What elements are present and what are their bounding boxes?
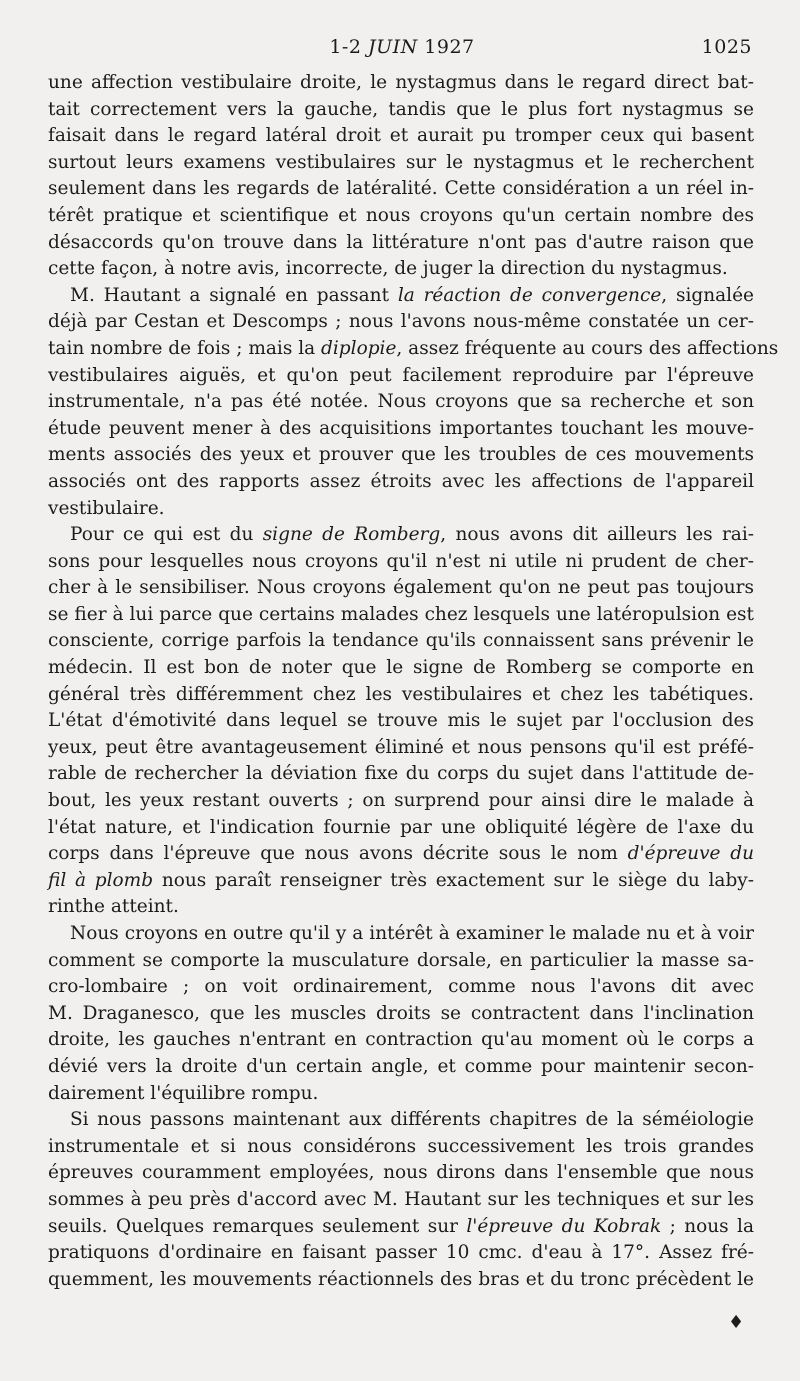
text-run: une affection vestibulaire droite, le nystagmus dans le regard direct bat- <box>48 72 754 93</box>
text-run: étude peuvent mener à des acquisitions importantes touchant les mouve- <box>48 417 754 439</box>
running-header <box>52 36 752 62</box>
text-line <box>48 70 754 97</box>
text-run: Pour ce qui est du <box>70 524 263 546</box>
paragraph <box>48 283 779 522</box>
text-line <box>48 123 754 150</box>
text-line <box>48 1187 754 1214</box>
text-run: ments associés des yeux et prouver que les troubles de ces mouvements <box>48 444 754 466</box>
text-run: l'état nature, et l'indication fournie par une obliquité légère de l'axe du <box>48 816 754 838</box>
text-run: quemment, les mouvements réactionnels des bras et du tronc précèdent le <box>48 1268 754 1290</box>
text-line <box>48 628 754 655</box>
text-line <box>48 336 779 363</box>
text-line <box>48 203 754 230</box>
italic-term: l'épreuve du Kobrak <box>466 1215 662 1237</box>
italic-term: fil à plomb <box>48 869 154 891</box>
text-run: instrumentale et si nous considérons successivement les trois grandes <box>48 1135 754 1157</box>
text-run: surtout leurs examens vestibulaires sur le nystagmus et le recherchent <box>48 151 754 173</box>
text-run: ; nous la <box>661 1215 754 1237</box>
text-line <box>48 788 754 815</box>
paragraph <box>48 921 754 1107</box>
paragraph <box>48 522 754 921</box>
paragraph <box>48 70 754 283</box>
paragraph <box>48 1107 754 1293</box>
text-run: nous paraît renseigner très exactement sur le siège du laby- <box>153 869 754 891</box>
text-line <box>48 868 754 895</box>
text-line <box>48 1267 754 1294</box>
italic-term: signe de Romberg <box>262 524 441 546</box>
text-run: L'état d'émotivité dans lequel se trouve mis le sujet par l'occlusion des <box>48 710 754 732</box>
text-line <box>48 1160 754 1187</box>
text-run: dairement l'équilibre rompu. <box>48 1082 319 1104</box>
italic-term: la réaction de convergence <box>397 284 662 306</box>
text-run: cher à le sensibiliser. Nous croyons également qu'on ne peut pas toujours <box>48 577 754 599</box>
text-line <box>48 841 754 868</box>
text-run: désaccords qu'on trouve dans la littérature n'ont pas d'autre raison que <box>48 231 754 253</box>
text-run: médecin. Il est bon de noter que le signe de Romberg se comporte en <box>48 657 754 679</box>
text-run: seulement dans les regards de latéralité. Cette considération a un réel in- <box>48 178 754 200</box>
text-run: cette façon, à notre avis, incorrecte, de juger la direction du nystagmus. <box>48 258 728 280</box>
text-line <box>48 309 754 336</box>
text-run: vestibulaire. <box>48 497 165 519</box>
text-line <box>48 1054 754 1081</box>
text-run: consciente, corrige parfois la tendance qu'ils connaissent sans prévenir le <box>48 630 754 652</box>
text-line <box>48 442 754 469</box>
text-line <box>48 389 754 416</box>
text-line <box>48 894 754 921</box>
text-run: , signalée <box>661 284 754 306</box>
text-line <box>48 283 754 310</box>
text-run: M. Hautant a signalé en passant <box>70 284 398 306</box>
text-run: droite, les gauches n'entrant en contraction qu'au moment où le corps a <box>48 1029 754 1051</box>
text-line <box>48 1107 754 1134</box>
text-run: vestibulaires aiguës, et qu'on peut facilement reproduire par l'épreuve <box>48 364 754 386</box>
text-run: associés ont des rapports assez étroits avec les affections de l'appareil <box>48 470 754 492</box>
text-line <box>48 1134 754 1161</box>
text-run: épreuves couramment employées, nous dirons dans l'ensemble que nous <box>48 1162 754 1184</box>
text-run: rable de rechercher la déviation fixe du corps du sujet dans l'attitude de- <box>48 763 754 785</box>
text-line <box>48 97 754 124</box>
text-line <box>48 549 754 576</box>
date-year: 1927 <box>424 36 475 58</box>
text-line <box>48 150 754 177</box>
page-number: 1025 <box>701 36 752 58</box>
text-run: térêt pratique et scientifique et nous croyons qu'un certain nombre des <box>48 204 754 226</box>
text-run: bout, les yeux restant ouverts ; on surprend pour ainsi dire le malade à <box>48 790 754 812</box>
italic-term: diplopie <box>321 337 397 359</box>
text-line <box>48 176 754 203</box>
date-prefix: 1-2 <box>329 36 362 58</box>
text-line <box>48 1081 754 1108</box>
text-line <box>48 1027 754 1054</box>
text-run: dévié vers la droite d'un certain angle, et comme pour maintenir secon- <box>48 1055 754 1077</box>
text-run: se fier à lui parce que certains malades chez lesquels une latéropulsion est <box>48 603 754 625</box>
text-run: seuils. Quelques remarques seulement sur <box>48 1215 467 1237</box>
text-line <box>48 921 754 948</box>
text-line <box>48 815 754 842</box>
text-line <box>48 682 754 709</box>
text-line <box>48 469 754 496</box>
issue-date <box>52 36 752 58</box>
footer-mark: ♦ <box>728 1312 745 1333</box>
text-run: Nous croyons en outre qu'il y a intérêt à examiner le malade nu et à voir <box>70 923 754 944</box>
text-line <box>48 708 754 735</box>
text-run: rinthe atteint. <box>48 896 179 918</box>
text-line <box>48 230 754 257</box>
text-run: pratiquons d'ordinaire en faisant passer 10 cmc. d'eau à 17°. Assez fré- <box>48 1242 754 1264</box>
text-run: sommes à peu près d'accord avec M. Hautant sur les techniques et sur les <box>48 1188 754 1210</box>
text-line <box>48 496 754 523</box>
text-line <box>48 416 754 443</box>
text-run: faisait dans le regard latéral droit et aurait pu tromper ceux qui basent <box>48 125 754 147</box>
text-run: sons pour lesquelles nous croyons qu'il n'est ni utile ni prudent de cher- <box>48 550 754 572</box>
text-run: M. Draganesco, que les muscles droits se contractent dans l'inclination <box>48 1002 754 1024</box>
text-line <box>48 363 754 390</box>
text-run: , assez fréquente au cours des affections <box>396 337 779 359</box>
text-run: corps dans l'épreuve que nous avons décrite sous le nom <box>48 843 628 865</box>
text-line <box>48 575 754 602</box>
text-run: comment se comporte la musculature dorsale, en particulier la masse sa- <box>48 949 754 971</box>
text-line <box>48 1240 754 1267</box>
text-line <box>48 735 754 762</box>
article-body <box>48 70 779 1293</box>
text-line <box>48 256 754 283</box>
text-run: cro-lombaire ; on voit ordinairement, comme nous l'avons dit avec <box>48 976 754 998</box>
text-line <box>48 522 754 549</box>
text-run: yeux, peut être avantageusement éliminé et nous pensons qu'il est préfé- <box>48 736 754 758</box>
text-run: Si nous passons maintenant aux différents chapitres de la séméiologie <box>70 1109 754 1131</box>
text-line <box>48 1001 754 1028</box>
italic-term: d'épreuve du <box>627 843 755 865</box>
text-line <box>48 974 754 1001</box>
text-line <box>48 948 754 975</box>
text-run: , nous avons dit ailleurs les rai- <box>440 524 754 546</box>
text-run: général très différemment chez les vestibulaires et chez les tabétiques. <box>48 683 754 705</box>
text-run: tait correctement vers la gauche, tandis que le plus fort nystagmus se <box>48 98 754 120</box>
date-month: JUIN <box>367 36 418 58</box>
text-run: tain nombre de fois ; mais la <box>48 337 322 359</box>
text-line <box>48 1214 754 1241</box>
text-run: instrumentale, n'a pas été notée. Nous croyons que sa recherche et son <box>48 391 754 413</box>
text-line <box>48 761 754 788</box>
text-line <box>48 655 754 682</box>
text-line <box>48 602 754 629</box>
text-run: déjà par Cestan et Descomps ; nous l'avons nous-même constatée un cer- <box>48 311 754 333</box>
